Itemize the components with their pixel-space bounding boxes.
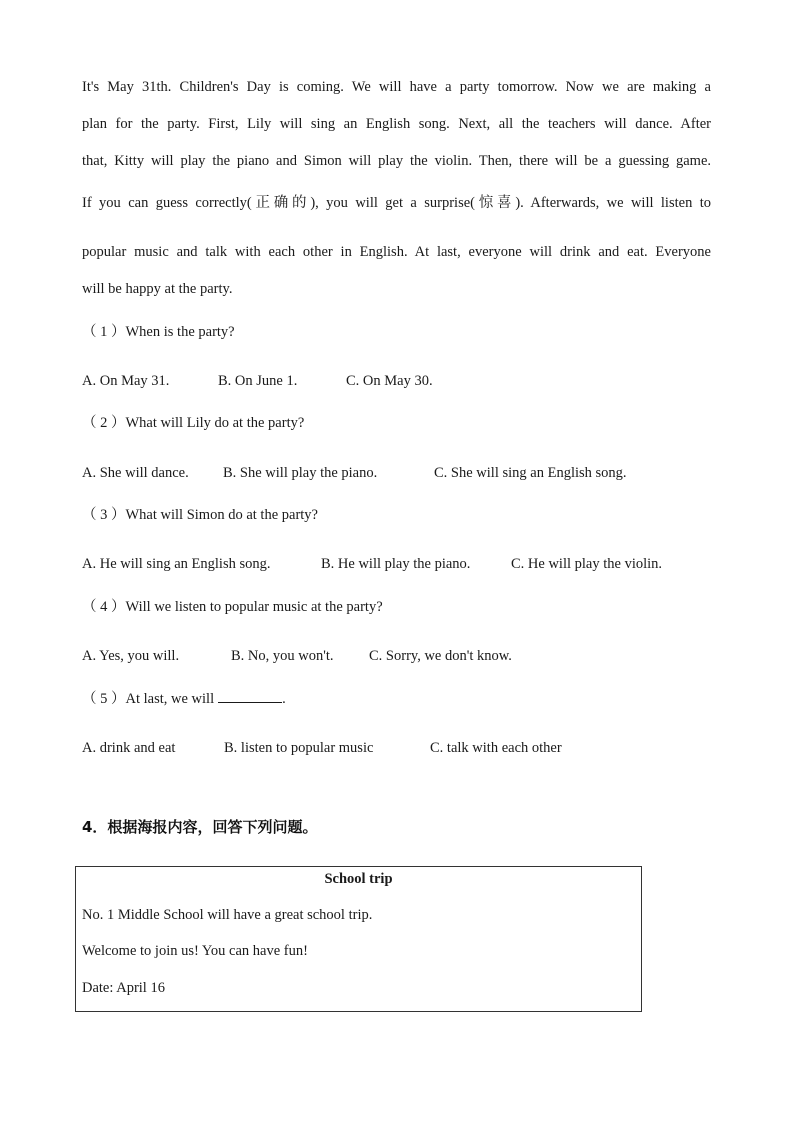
option-a[interactable]: A. Yes, you will.: [82, 648, 180, 664]
question-stem: （ 1 ）When is the party?: [82, 324, 235, 340]
poster-line: No. 1 Middle School will have a great school trip.: [82, 907, 373, 923]
poster-line: Date: April 16: [82, 980, 165, 996]
poster-line: Welcome to join us! You can have fun!: [82, 943, 308, 959]
poster-box: [75, 866, 642, 1012]
question-stem-text: （ 5 ）At last, we will: [82, 691, 215, 707]
question-options: [82, 554, 662, 574]
passage-line: will be happy at the party.: [82, 281, 233, 297]
option-c[interactable]: C. talk with each other: [430, 740, 562, 756]
question-stem: （ 2 ）What will Lily do at the party?: [82, 415, 305, 431]
option-c[interactable]: C. She will sing an English song.: [434, 465, 627, 481]
question-stem: （ 3 ）What will Simon do at the party?: [82, 507, 318, 523]
option-b[interactable]: B. No, you won't.: [231, 648, 334, 664]
option-b[interactable]: B. He will play the piano.: [321, 556, 471, 572]
option-b[interactable]: B. listen to popular music: [224, 740, 374, 756]
answer-blank[interactable]: [218, 688, 282, 703]
passage-line: It's May 31th. Children's Day is coming. We will have a party tomorrow. Now we are making a: [82, 79, 711, 95]
question-stem-end: .: [282, 691, 286, 707]
passage-line: plan for the party. First, Lily will sing an English song. Next, all the teachers will dance. After: [82, 116, 711, 132]
question-stem: （ 4 ）Will we listen to popular music at the party?: [82, 599, 383, 615]
passage-line: that, Kitty will play the piano and Simon will play the violin. Then, there will be a guessing game.: [82, 153, 711, 169]
option-c[interactable]: C. Sorry, we don't know.: [369, 648, 512, 664]
question-options: [82, 646, 512, 666]
option-a[interactable]: A. She will dance.: [82, 465, 189, 481]
section-heading: 4．根据海报内容，回答下列问题。: [82, 818, 318, 836]
question-stem: [82, 688, 286, 709]
option-a[interactable]: A. On May 31.: [82, 373, 170, 389]
question-options: [82, 463, 627, 483]
option-a[interactable]: A. He will sing an English song.: [82, 556, 271, 572]
poster-title: School trip: [324, 871, 393, 887]
option-b[interactable]: B. She will play the piano.: [223, 465, 378, 481]
question-options: [82, 371, 433, 391]
option-c[interactable]: C. He will play the violin.: [511, 556, 663, 572]
passage-line: popular music and talk with each other in English. At last, everyone will drink and eat. Everyone: [82, 244, 711, 260]
question-options: [82, 738, 562, 758]
option-b[interactable]: B. On June 1.: [218, 373, 298, 389]
option-c[interactable]: C. On May 30.: [346, 373, 433, 389]
option-a[interactable]: A. drink and eat: [82, 740, 176, 756]
passage-line: If you can guess correctly(正确的), you will get a surprise(惊喜). Afterwards, we will listen to: [82, 195, 711, 211]
